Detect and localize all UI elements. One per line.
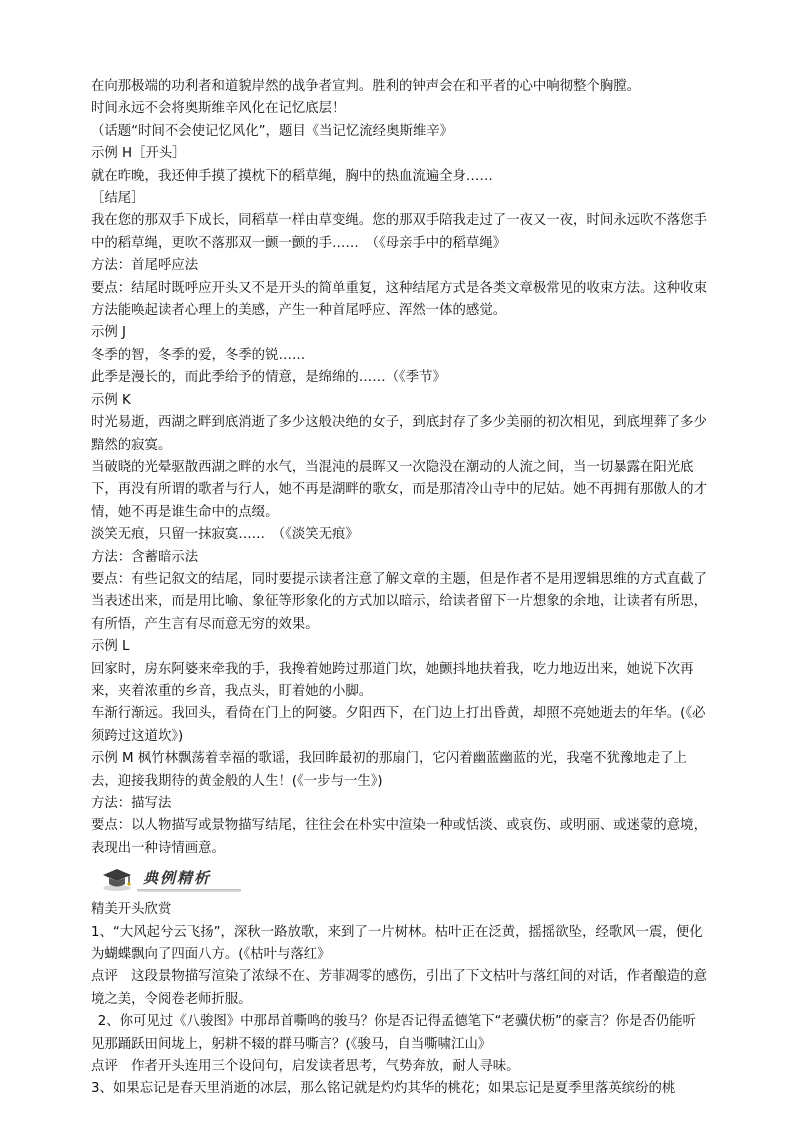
text-line: 2、你可见过《八骏图》中那昂首嘶鸣的骏马？你是否记得孟德笔下“老骥伏枥”的豪言？你是否仍能听见那踊跃田间垅上，躬耕不辍的群马嘶言？(《骏马，自当嘶啸江山》 <box>91 1014 696 1052</box>
text-line: 淡笑无痕，只留一抹寂寞…… （《淡笑无痕》 <box>91 527 359 543</box>
graduation-cap-icon <box>101 864 141 892</box>
document-body <box>91 76 709 1101</box>
text-line: 此季是漫长的，而此季给予的情意，是绵绵的……（《季节》 <box>91 370 446 386</box>
section-banner <box>101 863 241 893</box>
text-line: 回家时，房东阿婆来牵我的手，我搀着她跨过那道门坎，她颤抖地扶着我，吃力地迈出来，她说下次再来，夹着浓重的乡音，我点头，盯着她的小脚。 <box>91 661 694 699</box>
text-line: 示例 M 枫竹林飘荡着幸福的歌谣，我回眸最初的那扇门，它闪着幽蓝幽蓝的光，我毫不犹豫地走了上去，迎接我期待的黄金般的人生！(《一步与一生》) <box>91 751 687 789</box>
text-line: 点评 作者开头连用三个设问句，启发读者思考，气势奔放，耐人寻味。 <box>91 1059 520 1075</box>
text-line: 冬季的智，冬季的爱，冬季的锐…… <box>91 347 306 363</box>
text-line: ［结尾］ <box>91 191 145 207</box>
text-line: 就在昨晚，我还伸手摸了摸枕下的稻草绳，胸中的热血流遍全身…… <box>91 168 493 184</box>
text-line: 方法：描写法 <box>91 796 172 811</box>
text-line: 点评 这段景物描写渲染了浓绿不在、芳菲凋零的感伤，引出了下文枯叶与落红间的对话，作者酿造的意境之美，令阅卷老师折服。 <box>91 969 707 1007</box>
text-line: 1、“大风起兮云飞扬”，深秋一路放歌，来到了一片树林。枯叶正在泛黄，摇摇欲坠，经歌风一震，便化为蝴蝶飘向了四面八方。(《枯叶与落红》 <box>91 924 703 963</box>
text-line: 要点：以人物描写或景物描写结尾，往往会在朴实中渲染一种或恬淡、或哀伤、或明丽、或迷蒙的意境，表现出一种诗情画意。 <box>91 818 707 856</box>
text-line: 示例 H［开头］ <box>91 146 186 162</box>
text-line: 示例 J <box>91 325 126 341</box>
text-line: 时间永远不会将奥斯维辛风化在记忆底层！ <box>91 101 346 117</box>
text-line: 方法：首尾呼应法 <box>91 258 199 274</box>
text-line: 车渐行渐远。我回头，看倚在门上的阿婆。夕阳西下，在门边上打出昏黄，却照不亮她逝去的年华。(《必须跨过这道坎》) <box>91 706 706 744</box>
heading-underline <box>137 889 241 892</box>
text-line: 要点：结尾时既呼应开头又不是开头的简单重复，这种结尾方式是各类文章极常见的收束方法。这种收束方法能唤起读者心理上的美感，产生一种首尾呼应、浑然一体的感觉。 <box>91 280 707 319</box>
text-line: 在向那极端的功利者和道貌岸然的战争者宣判。胜利的钟声会在和平者的心中响彻整个胸膛。 <box>91 79 641 94</box>
text-line: 示例 L <box>91 639 130 655</box>
text-line: 要点：有些记叙文的结尾，同时要提示读者注意了解文章的主题，但是作者不是用逻辑思维的方式直截了当表述出来，而是用比喻、象征等形象化的方式加以暗示，给读者留下一片想象的余地，让读者有所思，有所悟，产生言有尽而意无穷的效果。 <box>91 571 707 632</box>
section-heading: 典例精析 <box>143 869 212 888</box>
text-line: （话题“时间不会使记忆风化”，题目《当记忆流经奥斯维辛》 <box>91 123 454 139</box>
text-line: 精美开头欣赏 <box>91 902 172 918</box>
text-line: 当破晓的光晕驱散西湖之畔的水气，当混沌的晨晖又一次隐没在潮动的人流之间，当一切暴露在阳光底下，再没有所谓的歌者与行人，她不再是湖畔的歌女，而是那清冷山寺中的尼姑。她不再拥有那傲人的才情，她不再是谁生命中的点缀。 <box>91 459 707 520</box>
text-line: 我在您的那双手下成长，同稻草一样由草变绳。您的那双手陪我走过了一夜又一夜，时间永远吹不落您手中的稻草绳，更吹不落那双一颤一颤的手…… （《母亲手中的稻草绳》 <box>91 213 707 251</box>
text-line: 方法：含蓄暗示法 <box>91 549 199 565</box>
text-line: 时光易逝，西湖之畔到底消逝了多少这般决绝的女子，到底封存了多少美丽的初次相见，到底埋葬了多少黯然的寂寞。 <box>91 415 707 453</box>
text-line: 3、如果忘记是春天里消逝的冰层，那么铭记就是灼灼其华的桃花；如果忘记是夏季里落英缤纷的桃 <box>91 1081 676 1097</box>
text-line: 示例 K <box>91 392 131 408</box>
